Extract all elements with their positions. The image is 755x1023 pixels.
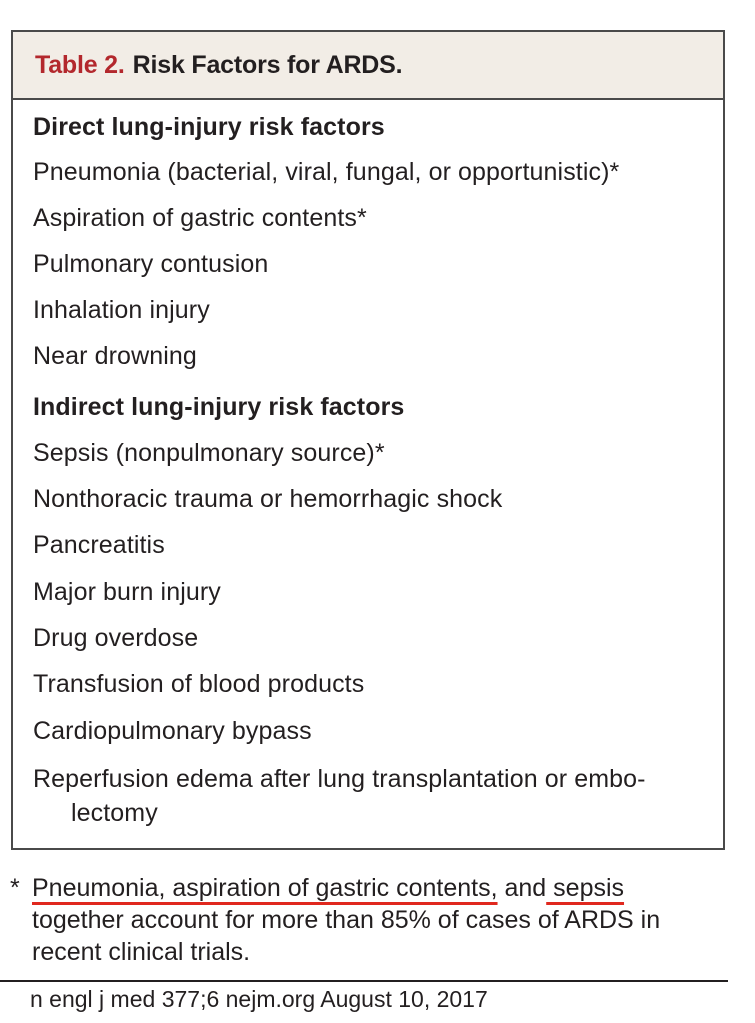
risk-factor-item: Transfusion of blood products	[33, 670, 365, 698]
footnote-marker: *	[10, 874, 20, 902]
section-heading: Direct lung-injury risk factors	[33, 113, 385, 141]
risk-factor-item: Sepsis (nonpulmonary source)*	[33, 439, 385, 467]
risk-factor-item: Pancreatitis	[33, 531, 165, 559]
risk-factor-item: Pulmonary contusion	[33, 250, 269, 278]
risk-factor-item: Pneumonia (bacterial, viral, fungal, or opportunistic)*	[33, 158, 620, 186]
footnote-continuation: together account for more than 85% of cases of ARDS in recent clinical trials.	[32, 906, 661, 966]
risk-factor-item: Inhalation injury	[33, 296, 210, 324]
table-number: Table 2.	[35, 50, 125, 79]
footnote-underlined-text-2: sepsis	[546, 874, 625, 902]
table-title: Risk Factors for ARDS.	[132, 50, 403, 79]
footer-rule	[0, 980, 728, 982]
risk-factor-item: Nonthoracic trauma or hemorrhagic shock	[33, 485, 503, 513]
risk-factor-item: Cardiopulmonary bypass	[33, 717, 312, 745]
risk-factor-item: Near drowning	[33, 342, 197, 370]
table-header	[13, 32, 723, 100]
footnote-plain-text: and	[497, 874, 547, 902]
footnote	[10, 872, 710, 968]
risk-factor-item: Aspiration of gastric contents*	[33, 204, 367, 232]
footnote-underlined-text-1: Pneumonia, aspiration of gastric contents,	[32, 874, 498, 902]
risk-factor-item: Reperfusion edema after lung transplantation or embo- lectomy	[33, 765, 646, 827]
citation: n engl j med 377;6 nejm.org August 10, 2017	[30, 986, 488, 1012]
footnote-line-1	[10, 872, 710, 904]
section-heading: Indirect lung-injury risk factors	[33, 393, 405, 421]
risk-factor-item: Major burn injury	[33, 578, 221, 606]
risk-factor-item: Drug overdose	[33, 624, 199, 652]
